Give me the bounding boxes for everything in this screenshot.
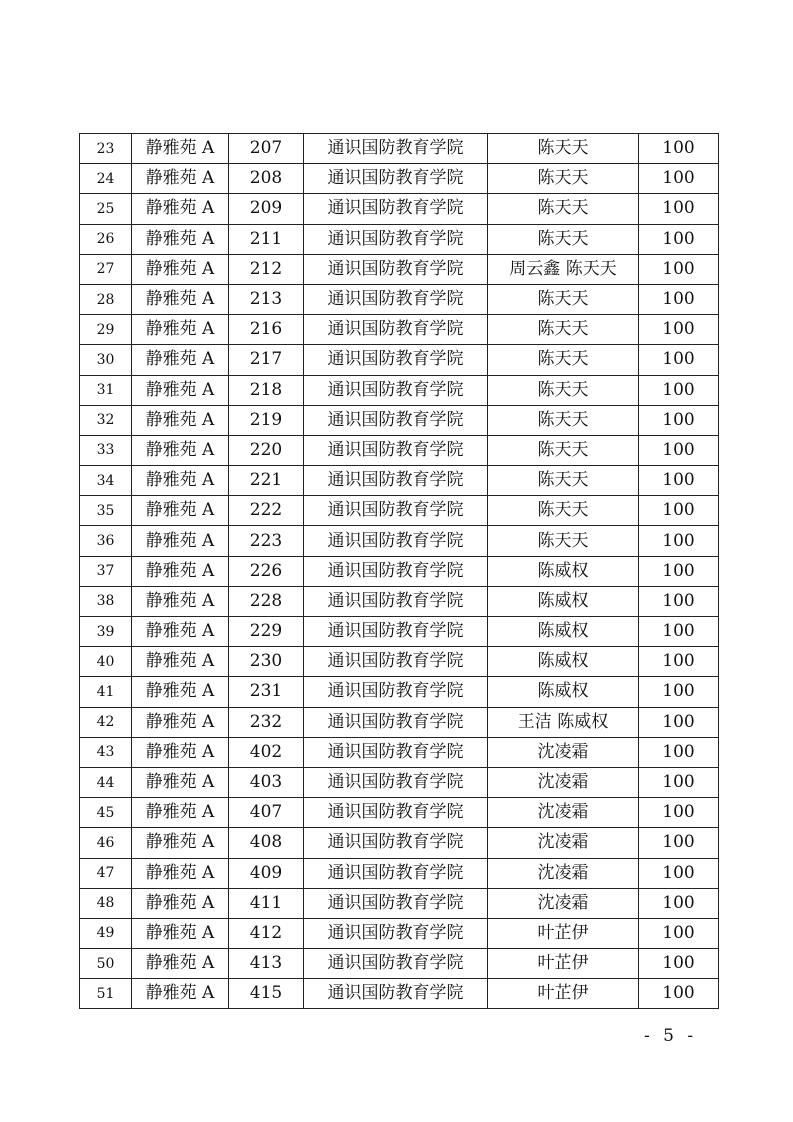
college-cell: 通识国防教育学院 (304, 164, 488, 194)
table-row (80, 254, 719, 284)
counselor-cell: 陈天天 (488, 496, 639, 526)
score-cell: 100 (639, 949, 719, 979)
college-cell: 通识国防教育学院 (304, 677, 488, 707)
building-cell: 静雅苑 A (132, 888, 229, 918)
room-number-cell: 207 (229, 134, 304, 164)
room-number-cell: 226 (229, 556, 304, 586)
counselor-cell: 叶芷伊 (488, 979, 639, 1009)
counselor-cell: 陈天天 (488, 345, 639, 375)
building-cell: 静雅苑 A (132, 466, 229, 496)
college-cell: 通识国防教育学院 (304, 617, 488, 647)
table-row (80, 858, 719, 888)
row-index-cell: 51 (80, 979, 132, 1009)
room-number-cell: 411 (229, 888, 304, 918)
table-row (80, 888, 719, 918)
row-index-cell: 26 (80, 224, 132, 254)
score-cell: 100 (639, 134, 719, 164)
college-cell: 通识国防教育学院 (304, 496, 488, 526)
row-index-cell: 34 (80, 466, 132, 496)
row-index-cell: 31 (80, 375, 132, 405)
college-cell: 通识国防教育学院 (304, 586, 488, 616)
college-cell: 通识国防教育学院 (304, 466, 488, 496)
room-number-cell: 232 (229, 707, 304, 737)
score-cell: 100 (639, 435, 719, 465)
table-row (80, 224, 719, 254)
row-index-cell: 24 (80, 164, 132, 194)
score-cell: 100 (639, 677, 719, 707)
college-cell: 通识国防教育学院 (304, 737, 488, 767)
row-index-cell: 45 (80, 798, 132, 828)
room-number-cell: 402 (229, 737, 304, 767)
college-cell: 通识国防教育学院 (304, 918, 488, 948)
table-row (80, 979, 719, 1009)
score-cell: 100 (639, 254, 719, 284)
college-cell: 通识国防教育学院 (304, 767, 488, 797)
score-cell: 100 (639, 586, 719, 616)
score-cell: 100 (639, 918, 719, 948)
college-cell: 通识国防教育学院 (304, 315, 488, 345)
college-cell: 通识国防教育学院 (304, 224, 488, 254)
table-row (80, 918, 719, 948)
score-cell: 100 (639, 647, 719, 677)
college-cell: 通识国防教育学院 (304, 888, 488, 918)
building-cell: 静雅苑 A (132, 194, 229, 224)
row-index-cell: 40 (80, 647, 132, 677)
row-index-cell: 44 (80, 767, 132, 797)
counselor-cell: 沈凌霜 (488, 737, 639, 767)
building-cell: 静雅苑 A (132, 526, 229, 556)
row-index-cell: 38 (80, 586, 132, 616)
college-cell: 通识国防教育学院 (304, 707, 488, 737)
score-cell: 100 (639, 315, 719, 345)
counselor-cell: 陈天天 (488, 435, 639, 465)
table-row (80, 435, 719, 465)
score-cell: 100 (639, 224, 719, 254)
room-number-cell: 409 (229, 858, 304, 888)
room-number-cell: 231 (229, 677, 304, 707)
table-row (80, 466, 719, 496)
building-cell: 静雅苑 A (132, 254, 229, 284)
building-cell: 静雅苑 A (132, 979, 229, 1009)
room-number-cell: 221 (229, 466, 304, 496)
building-cell: 静雅苑 A (132, 134, 229, 164)
room-number-cell: 408 (229, 828, 304, 858)
room-number-cell: 212 (229, 254, 304, 284)
row-index-cell: 47 (80, 858, 132, 888)
college-cell: 通识国防教育学院 (304, 134, 488, 164)
table-row (80, 556, 719, 586)
building-cell: 静雅苑 A (132, 798, 229, 828)
counselor-cell: 叶芷伊 (488, 918, 639, 948)
score-cell: 100 (639, 979, 719, 1009)
building-cell: 静雅苑 A (132, 767, 229, 797)
table-row (80, 647, 719, 677)
counselor-cell: 王洁 陈威权 (488, 707, 639, 737)
table-row (80, 767, 719, 797)
counselor-cell: 陈天天 (488, 405, 639, 435)
college-cell: 通识国防教育学院 (304, 405, 488, 435)
room-number-cell: 223 (229, 526, 304, 556)
room-number-cell: 413 (229, 949, 304, 979)
score-cell: 100 (639, 888, 719, 918)
room-number-cell: 209 (229, 194, 304, 224)
counselor-cell: 陈天天 (488, 194, 639, 224)
row-index-cell: 42 (80, 707, 132, 737)
college-cell: 通识国防教育学院 (304, 284, 488, 314)
row-index-cell: 27 (80, 254, 132, 284)
score-cell: 100 (639, 194, 719, 224)
building-cell: 静雅苑 A (132, 224, 229, 254)
building-cell: 静雅苑 A (132, 586, 229, 616)
college-cell: 通识国防教育学院 (304, 375, 488, 405)
table-body (80, 134, 719, 1009)
table-row (80, 345, 719, 375)
building-cell: 静雅苑 A (132, 858, 229, 888)
counselor-cell: 陈天天 (488, 375, 639, 405)
counselor-cell: 沈凌霜 (488, 828, 639, 858)
college-cell: 通识国防教育学院 (304, 949, 488, 979)
college-cell: 通识国防教育学院 (304, 556, 488, 586)
table-row (80, 828, 719, 858)
counselor-cell: 陈天天 (488, 164, 639, 194)
score-cell: 100 (639, 375, 719, 405)
counselor-cell: 陈天天 (488, 466, 639, 496)
row-index-cell: 30 (80, 345, 132, 375)
table-row (80, 798, 719, 828)
counselor-cell: 沈凌霜 (488, 888, 639, 918)
counselor-cell: 陈威权 (488, 647, 639, 677)
table-row (80, 284, 719, 314)
table-row (80, 949, 719, 979)
row-index-cell: 35 (80, 496, 132, 526)
building-cell: 静雅苑 A (132, 345, 229, 375)
room-number-cell: 208 (229, 164, 304, 194)
table-row (80, 586, 719, 616)
building-cell: 静雅苑 A (132, 405, 229, 435)
table-row (80, 315, 719, 345)
row-index-cell: 25 (80, 194, 132, 224)
counselor-cell: 沈凌霜 (488, 767, 639, 797)
building-cell: 静雅苑 A (132, 918, 229, 948)
college-cell: 通识国防教育学院 (304, 647, 488, 677)
building-cell: 静雅苑 A (132, 315, 229, 345)
row-index-cell: 46 (80, 828, 132, 858)
score-cell: 100 (639, 707, 719, 737)
counselor-cell: 陈天天 (488, 224, 639, 254)
building-cell: 静雅苑 A (132, 617, 229, 647)
college-cell: 通识国防教育学院 (304, 979, 488, 1009)
row-index-cell: 39 (80, 617, 132, 647)
counselor-cell: 陈天天 (488, 315, 639, 345)
table-row (80, 677, 719, 707)
college-cell: 通识国防教育学院 (304, 858, 488, 888)
row-index-cell: 49 (80, 918, 132, 948)
building-cell: 静雅苑 A (132, 828, 229, 858)
counselor-cell: 叶芷伊 (488, 949, 639, 979)
score-cell: 100 (639, 345, 719, 375)
building-cell: 静雅苑 A (132, 164, 229, 194)
row-index-cell: 50 (80, 949, 132, 979)
counselor-cell: 陈威权 (488, 556, 639, 586)
building-cell: 静雅苑 A (132, 375, 229, 405)
college-cell: 通识国防教育学院 (304, 345, 488, 375)
room-number-cell: 403 (229, 767, 304, 797)
counselor-cell: 陈威权 (488, 677, 639, 707)
score-cell: 100 (639, 737, 719, 767)
room-number-cell: 216 (229, 315, 304, 345)
room-number-cell: 217 (229, 345, 304, 375)
table-row (80, 526, 719, 556)
table-row (80, 164, 719, 194)
score-cell: 100 (639, 798, 719, 828)
building-cell: 静雅苑 A (132, 435, 229, 465)
college-cell: 通识国防教育学院 (304, 254, 488, 284)
row-index-cell: 37 (80, 556, 132, 586)
table-row (80, 617, 719, 647)
college-cell: 通识国防教育学院 (304, 194, 488, 224)
building-cell: 静雅苑 A (132, 284, 229, 314)
room-number-cell: 230 (229, 647, 304, 677)
room-number-cell: 412 (229, 918, 304, 948)
college-cell: 通识国防教育学院 (304, 798, 488, 828)
table-row (80, 737, 719, 767)
room-number-cell: 229 (229, 617, 304, 647)
counselor-cell: 陈威权 (488, 617, 639, 647)
score-cell: 100 (639, 617, 719, 647)
score-cell: 100 (639, 466, 719, 496)
table-row (80, 134, 719, 164)
row-index-cell: 43 (80, 737, 132, 767)
counselor-cell: 陈天天 (488, 134, 639, 164)
score-cell: 100 (639, 526, 719, 556)
counselor-cell: 陈威权 (488, 586, 639, 616)
table-row (80, 405, 719, 435)
score-cell: 100 (639, 284, 719, 314)
room-number-cell: 415 (229, 979, 304, 1009)
building-cell: 静雅苑 A (132, 556, 229, 586)
building-cell: 静雅苑 A (132, 707, 229, 737)
score-cell: 100 (639, 164, 719, 194)
counselor-cell: 陈天天 (488, 284, 639, 314)
counselor-cell: 周云鑫 陈天天 (488, 254, 639, 284)
building-cell: 静雅苑 A (132, 647, 229, 677)
building-cell: 静雅苑 A (132, 737, 229, 767)
college-cell: 通识国防教育学院 (304, 828, 488, 858)
score-cell: 100 (639, 828, 719, 858)
row-index-cell: 32 (80, 405, 132, 435)
row-index-cell: 29 (80, 315, 132, 345)
score-cell: 100 (639, 405, 719, 435)
dormitory-score-table (79, 133, 719, 1009)
room-number-cell: 407 (229, 798, 304, 828)
score-cell: 100 (639, 556, 719, 586)
page-number: - 5 - (644, 1026, 698, 1046)
row-index-cell: 23 (80, 134, 132, 164)
room-number-cell: 219 (229, 405, 304, 435)
building-cell: 静雅苑 A (132, 677, 229, 707)
score-cell: 100 (639, 496, 719, 526)
counselor-cell: 沈凌霜 (488, 858, 639, 888)
counselor-cell: 陈天天 (488, 526, 639, 556)
score-cell: 100 (639, 858, 719, 888)
row-index-cell: 33 (80, 435, 132, 465)
table-row (80, 375, 719, 405)
room-number-cell: 228 (229, 586, 304, 616)
room-number-cell: 211 (229, 224, 304, 254)
row-index-cell: 41 (80, 677, 132, 707)
row-index-cell: 48 (80, 888, 132, 918)
room-number-cell: 218 (229, 375, 304, 405)
counselor-cell: 沈凌霜 (488, 798, 639, 828)
table-row (80, 496, 719, 526)
room-number-cell: 220 (229, 435, 304, 465)
table-row (80, 707, 719, 737)
building-cell: 静雅苑 A (132, 949, 229, 979)
table-row (80, 194, 719, 224)
college-cell: 通识国防教育学院 (304, 526, 488, 556)
score-cell: 100 (639, 767, 719, 797)
room-number-cell: 213 (229, 284, 304, 314)
room-number-cell: 222 (229, 496, 304, 526)
college-cell: 通识国防教育学院 (304, 435, 488, 465)
building-cell: 静雅苑 A (132, 496, 229, 526)
row-index-cell: 36 (80, 526, 132, 556)
row-index-cell: 28 (80, 284, 132, 314)
